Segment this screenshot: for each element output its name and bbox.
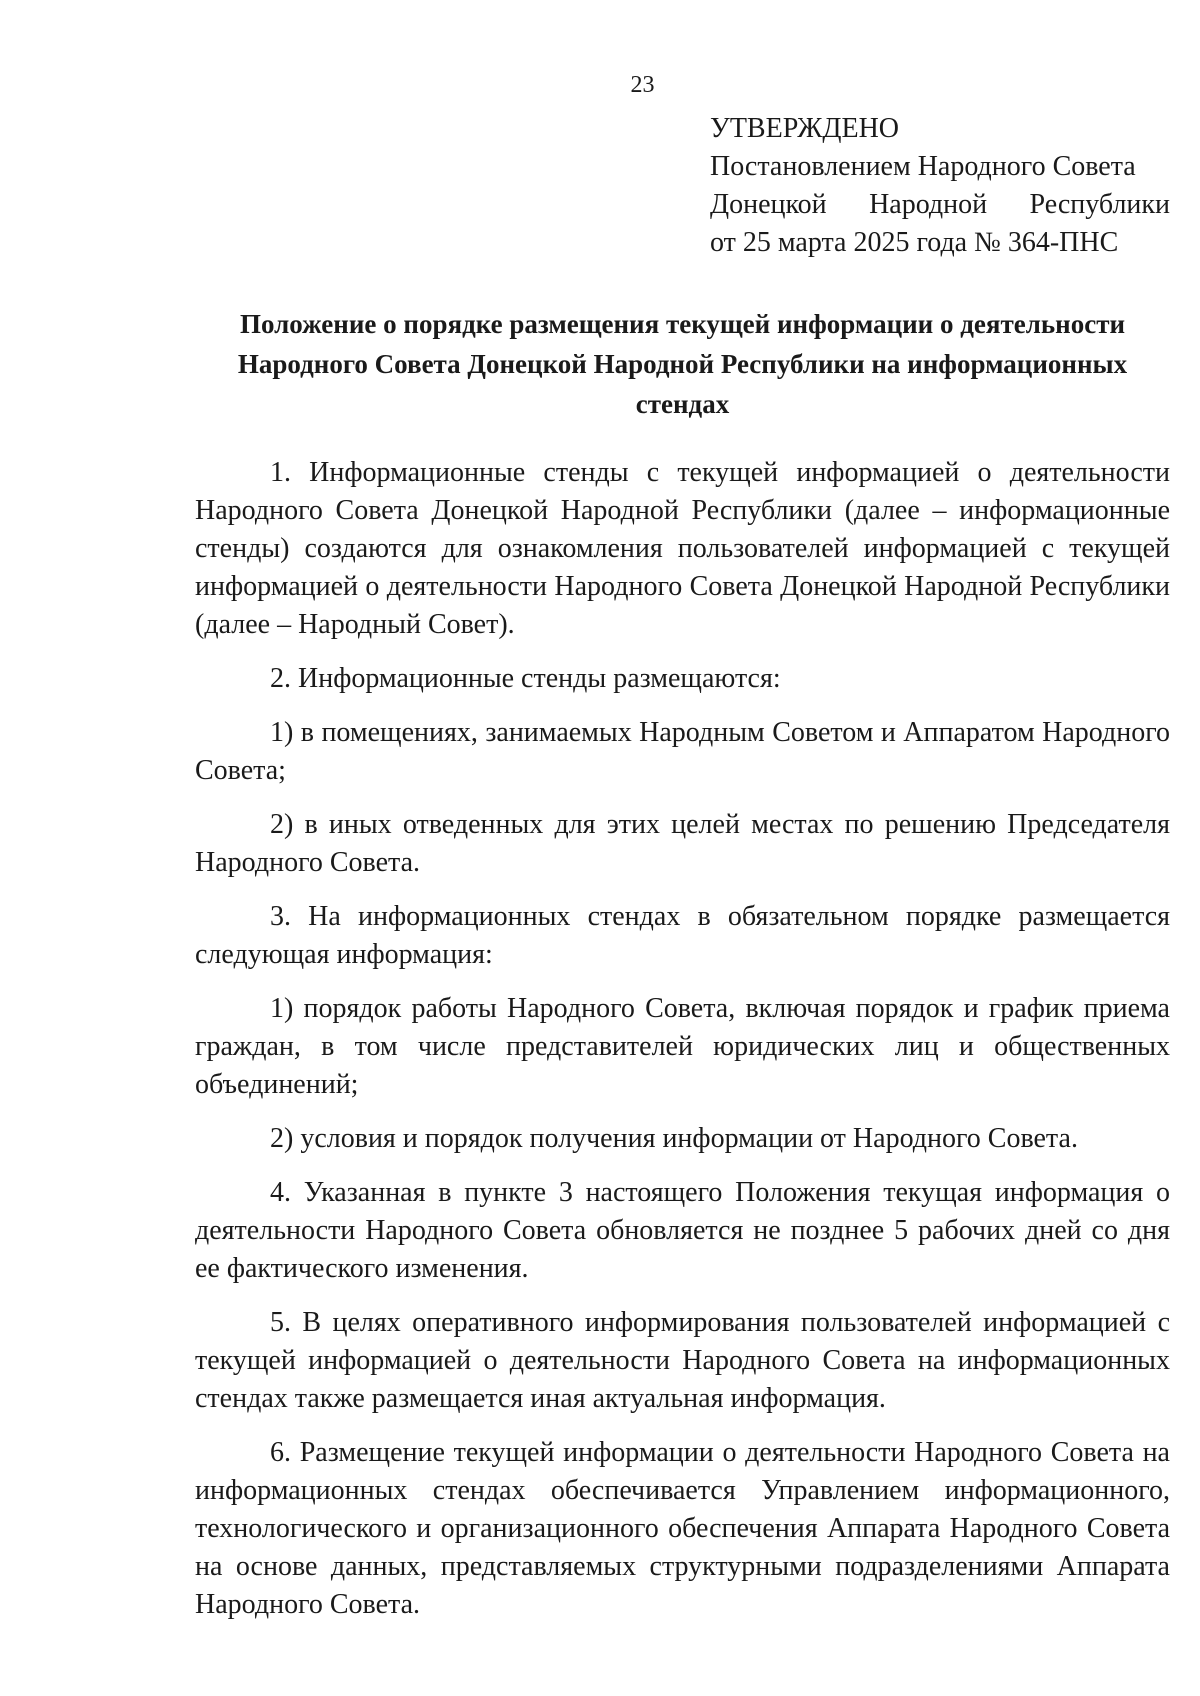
paragraph-3-1: 1) порядок работы Народного Совета, включая порядок и график приема граждан, в том числе представителей юридических лиц и общественных объединений; <box>195 993 1170 1100</box>
approval-stamp-block <box>710 110 1170 262</box>
page-number: 23 <box>630 72 655 98</box>
approval-line-3: от 25 марта 2025 года № 364-ПНС <box>710 227 1119 258</box>
document-body <box>195 454 1170 1640</box>
paragraph-2-1: 1) в помещениях, занимаемых Народным Советом и Аппаратом Народного Совета; <box>195 717 1170 786</box>
paragraph-1: 1. Информационные стенды с текущей информацией о деятельности Народного Совета Донецкой Народной Республики (далее – информационные стенды) создаются для ознакомления пользователей информацией с текущей информацией о деятельности Народного Совета Донецкой Народной Республики (далее – Народный Совет). <box>195 457 1170 640</box>
document-title: Положение о порядке размещения текущей информации о деятельности Народного Совета Донецкой Народной Республики на информационных стендах <box>237 309 1128 419</box>
approval-line-1: Постановлением Народного Совета <box>710 151 1136 182</box>
paragraph-5: 5. В целях оперативного информирования пользователей информацией с текущей информацией о деятельности Народного Совета на информационных стендах также размещается иная актуальная информация. <box>195 1307 1170 1414</box>
paragraph-3: 3. На информационных стендах в обязательном порядке размещается следующая информация: <box>195 901 1170 970</box>
approved-heading: УТВЕРЖДЕНО <box>710 113 900 144</box>
paragraph-4: 4. Указанная в пункте 3 настоящего Положения текущая информация о деятельности Народного Совета обновляется не позднее 5 рабочих дней со дня ее фактического изменения. <box>195 1177 1170 1284</box>
paragraph-2-2: 2) в иных отведенных для этих целей местах по решению Председателя Народного Совета. <box>195 809 1170 878</box>
approval-line-2: Донецкой Народной Республики <box>710 189 1170 220</box>
paragraph-6: 6. Размещение текущей информации о деятельности Народного Совета на информационных стендах обеспечивается Управлением информационного, технологического и организационного обеспечения Аппарата Народного Совета на основе данных, представляемых структурными подразделениями Аппарата Народного Совета. <box>195 1437 1170 1620</box>
paragraph-3-2: 2) условия и порядок получения информации от Народного Совета. <box>270 1123 1078 1154</box>
paragraph-2: 2. Информационные стенды размещаются: <box>270 663 781 694</box>
